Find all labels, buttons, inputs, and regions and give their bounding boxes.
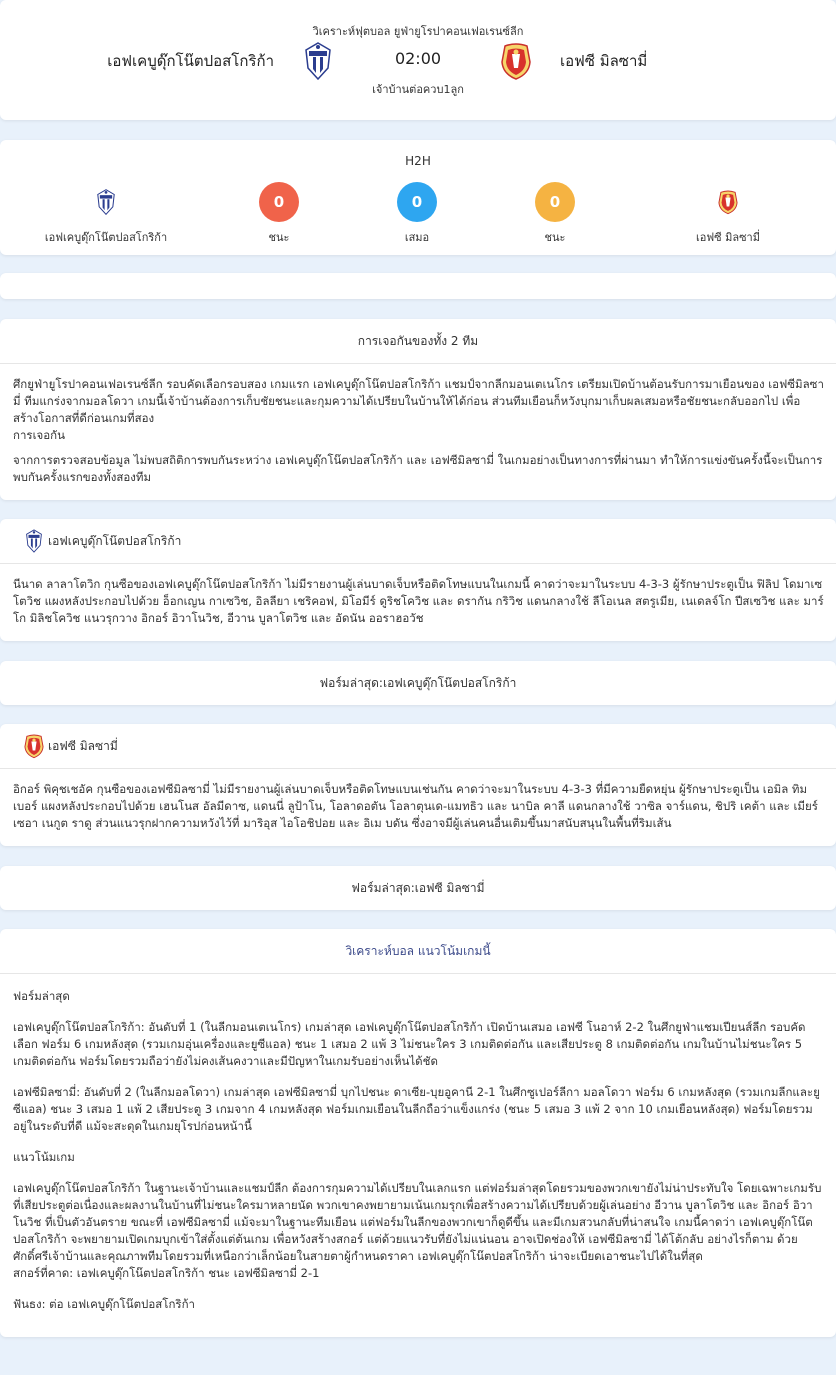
trend-label: แนวโน้มเกม (13, 1150, 75, 1164)
home-team-crest-icon (26, 529, 42, 553)
meeting-section (0, 319, 836, 500)
home-team-lineup (0, 563, 836, 641)
away-team-section (0, 724, 836, 846)
home-team-lineup-text: นีนาด ลาลาโตวิก กุนซือของเอฟเคบูดุ๊กโน๊ตปอสโกริก้า ไม่มีรายงานผู้เล่นบาดเจ็บหรือติดโทษแบนในเกมนี้ คาดว่าจะมาในระบบ 4-3-3 ผู้รักษาประตูเป็น ฟิลิป โดมาเซโตวิช แผงหลังประกอบไปด้วย อ็อกเญน กาเซวิช, อิลลียา เชริคอฟ, มิโอมีร์ ดูริชโควิช และ ดรากัน กริวิช แดนกลางใช้ ลีโอเนล สตรูเมีย, เนเดลจ์โก ปีสเซวิช และ มาร์โก มิลิชโควิช แนวรุกวาง อิกอร์ อิวาโนวิช, อีวาน บูลาโตวิช และ อัดนัน ออราฮอวัช (13, 577, 824, 625)
analysis-section (0, 929, 836, 1337)
verdict: ฟันธง: ต่อ เอฟเคบูดุ๊กโน๊ตปอสโกริก้า (13, 1297, 196, 1311)
meeting-paragraph: ศึกยูฟ่ายูโรปาคอนเฟอเรนซ์ลีก รอบคัดเลือกรอบสอง เกมแรก เอฟเคบูดุ๊กโน๊ตปอสโกริก้า แชมป์จากลีกมอนเตเนโกร เตรียมเปิดบ้านต้อนรับการมาเยือนของ เอฟซีมิลซามี่ ทีมแกร่งจากมอลโดวา เกมนี้เจ้าบ้านต้องการเก็บชัยชนะและกุมความได้เปรียบในบ้านให้ได้ก่อน ส่วนทีมเยือนก็หวังบุกมาเก็บผลเสมอหรือชัยชนะกลับออกไป เพื่อสร้างโอกาสที่ดีก่อนเกมที่สอง (13, 377, 824, 425)
h2h-home (31, 182, 181, 246)
away-team-name[interactable]: เอฟซี มิลซามี่ (560, 52, 648, 70)
home-form-section[interactable] (0, 661, 836, 705)
predicted-score: สกอร์ที่คาด: เอฟเคบูดุ๊กโน๊ตปอสโกริก้า ชนะ เอฟซีมิลซามี่ 2-1 (13, 1266, 320, 1280)
form-label: ฟอร์มล่าสุด (13, 989, 70, 1003)
analysis-heading: วิเคราะห์บอล แนวโน้มเกมนี้ (345, 944, 491, 958)
h2h-away-wins (480, 182, 630, 246)
handicap-text: เจ้าบ้านต่อควบ1ลูก (372, 83, 464, 96)
away-form-title: ฟอร์มล่าสุด:เอฟซี มิลซามี่ (351, 881, 485, 895)
away-team-heading (0, 724, 836, 768)
draws-count: 0 (397, 182, 437, 222)
match-header (0, 0, 836, 120)
meeting-body (0, 363, 836, 500)
h2h-away-label: เอฟซี มิลซามี่ (695, 231, 760, 244)
h2h-home-wins (204, 182, 354, 246)
analysis-body (0, 973, 836, 1337)
away-wins-label: ชนะ (544, 231, 566, 244)
home-team-heading (0, 519, 836, 563)
kickoff-time: 02:00 (394, 49, 442, 68)
away-team-crest-icon (499, 42, 533, 80)
home-form-title: ฟอร์มล่าสุด:เอฟเคบูดุ๊กโน๊ตปอสโกริก้า (319, 676, 517, 690)
away-team-section-name: เอฟซี มิลซามี่ (48, 738, 118, 753)
home-wins-label: ชนะ (268, 231, 290, 244)
home-team-crest-icon (97, 189, 115, 215)
h2h-card (0, 140, 836, 255)
away-team-crest-icon (23, 733, 45, 759)
trend-text: เอฟเคบูดุ๊กโน๊ตปอสโกริก้า ในฐานะเจ้าบ้านและแชมป์ลีก ต้องการกุมความได้เปรียบในเลกแรก แต่ฟอร์มล่าสุดโดยรวมของพวกเขายังไม่น่าประทับใจ โดยเฉพาะเกมรับที่เสียประตูต่อเนื่องและผลงานในบ้านที่ไม่ชนะใครมาหลายนัด พวกเขาคงพยายามเน้นเกมรุกเพื่อสร้างความได้เปรียบด้วยผู้เล่นอย่าง อีวาน บูลาโตวิช และ อิกอร์ อิวาโนวิช ที่เป็นตัวอันตราย ขณะที่ เอฟซีมิลซามี่ แม้จะมาในฐานะทีมเยือน แต่ฟอร์มในลีกของพวกเขาก็ดูดีขึ้น และมีเกมสวนกลับที่น่าสนใจ เกมนี้คาดว่า เอฟเคบูดุ๊กโน๊ตปอสโกริก้า จะพยายามเปิดเกมบุกเข้าใส่ตั้งแต่ต้นเกม เพื่อหวังสร้างสกอร์ แต่ด้วยแนวรับที่ยังไม่แน่นอน อาจเปิดช่องให้ เอฟซีมิลซามี่ ได้โต้กลับ อย่างไรก็ตาม ด้วยศักดิ์ศรีเจ้าบ้านและคุณภาพทีมโดยรวมที่เหนือกว่าเล็กน้อยในสายตาผู้กำหนดราคา เอฟเคบูดุ๊กโน๊ตปอสโกริก้า น่าจะเบียดเอาชนะไปได้ในที่สุด (13, 1181, 822, 1263)
meeting-title: การเจอกันของทั้ง 2 ทีม (357, 334, 479, 348)
home-team-section (0, 519, 836, 641)
h2h-away (653, 182, 803, 246)
away-team-crest-icon (717, 189, 739, 215)
home-team-name[interactable]: เอฟเคบูดุ๊กโน๊ตปอสโกริก้า (107, 52, 274, 70)
meeting-paragraph: จากการตรวจสอบข้อมูล ไม่พบสถิติการพบกันระหว่าง เอฟเคบูดุ๊กโน๊ตปอสโกริก้า และ เอฟซีมิลซามี่ ในเกมอย่างเป็นทางการที่ผ่านมา ทำให้การแข่งขันครั้งนี้จะเป็นการพบกันครั้งแรกของทั้งสองทีม (13, 453, 823, 484)
h2h-draws (342, 182, 492, 246)
meeting-subheading: การเจอกัน (13, 428, 65, 442)
h2h-home-label: เอฟเคบูดุ๊กโน๊ตปอสโกริก้า (44, 231, 168, 244)
home-wins-count: 0 (259, 182, 299, 222)
analysis-title: วิเคราะห์ฟุตบอล ยูฟ่ายูโรปาคอนเฟอเรนซ์ลีก (312, 25, 524, 38)
away-team-lineup (0, 768, 836, 846)
away-form-text: เอฟซีมิลซามี่: อันดับที่ 2 (ในลีกมอลโดวา) เกมล่าสุด เอฟซีมิลซามี่ บุกไปชนะ ดาเซีย-บุยอูคานี 2-1 ในศึกซูเปอร์ลีกา มอลโดวา ฟอร์ม 6 เกมหลังสุด (รวมเกมลีกและยูซีแอล) ชนะ 3 เสมอ 1 แพ้ 2 เสียประตู 3 เกมจาก 4 เกมหลังสุด ฟอร์มเกมเยือนในลีกถือว่าแข็งแกร่ง (ชนะ 5 เสมอ 3 แพ้ 2 จาก 10 เกมเยือนหลังสุด) ฟอร์มโดยรวมอยู่ในระดับที่ดี แม้จะสะดุดในเกมยุโรปก่อนหน้านี้ (13, 1085, 820, 1133)
home-form-text: เอฟเคบูดุ๊กโน๊ตปอสโกริก้า: อันดับที่ 1 (ในลีกมอนเตเนโกร) เกมล่าสุด เอฟเคบูดุ๊กโน๊ตปอสโกริก้า เปิดบ้านเสมอ เอฟซี โนอาห์ 2-2 ในศึกยูฟ่าแชมเปียนส์ลีก รอบคัดเลือก ฟอร์ม 6 เกมหลังสุด (รวมเกมอุ่นเครื่องและยูซีแอล) ชนะ 1 เสมอ 2 แพ้ 3 ไม่ชนะใคร 3 เกมติดต่อกัน และเสียประตู 8 เกมติดต่อกัน เกมในบ้านไม่ชนะใคร 5 เกมติดต่อกัน ฟอร์มโดยรวมถือว่ายังไม่คงเส้นคงวาและมีปัญหาในเกมรับอย่างเห็นได้ชัด (13, 1020, 806, 1068)
home-team-section-name: เอฟเคบูดุ๊กโน๊ตปอสโกริก้า (48, 533, 182, 548)
away-team-lineup-text: อิกอร์ พิคุชเชอัค กุนซือของเอฟซีมิลซามี่ ไม่มีรายงานผู้เล่นบาดเจ็บหรือติดโทษแบนเช่นกัน คาดว่าจะมาในระบบ 4-3-3 ที่มีความยืดหยุ่น ผู้รักษาประตูเป็น เอมิล ทิมเบอร์ แผงหลังประกอบไปด้วย เฮนโนส อัลมีดาซ, แดนนี่ ลูป้าโน, โอลาดอตัน โอลาตุนเด-แมทธิว และ นาบิล คาลี แดนกลางใช้ วาซิล จาร์แดน, ชิปริ เคต้า และ เมียร์เซอา เนกูต ราดู ส่วนแนวรุกฝากความหวังไว้ที่ มาริอุส ไอโอชิปอย และ อิเม บดัน ซึ่งอาจมีผู้เล่นคนอื่นเติมขึ้นมาสนับสนุนในพื้นที่ริมเส้น (13, 782, 818, 830)
empty-card (0, 273, 836, 299)
away-wins-count: 0 (535, 182, 575, 222)
draws-label: เสมอ (404, 231, 430, 244)
away-form-section[interactable] (0, 866, 836, 910)
h2h-title: H2H (405, 154, 431, 168)
